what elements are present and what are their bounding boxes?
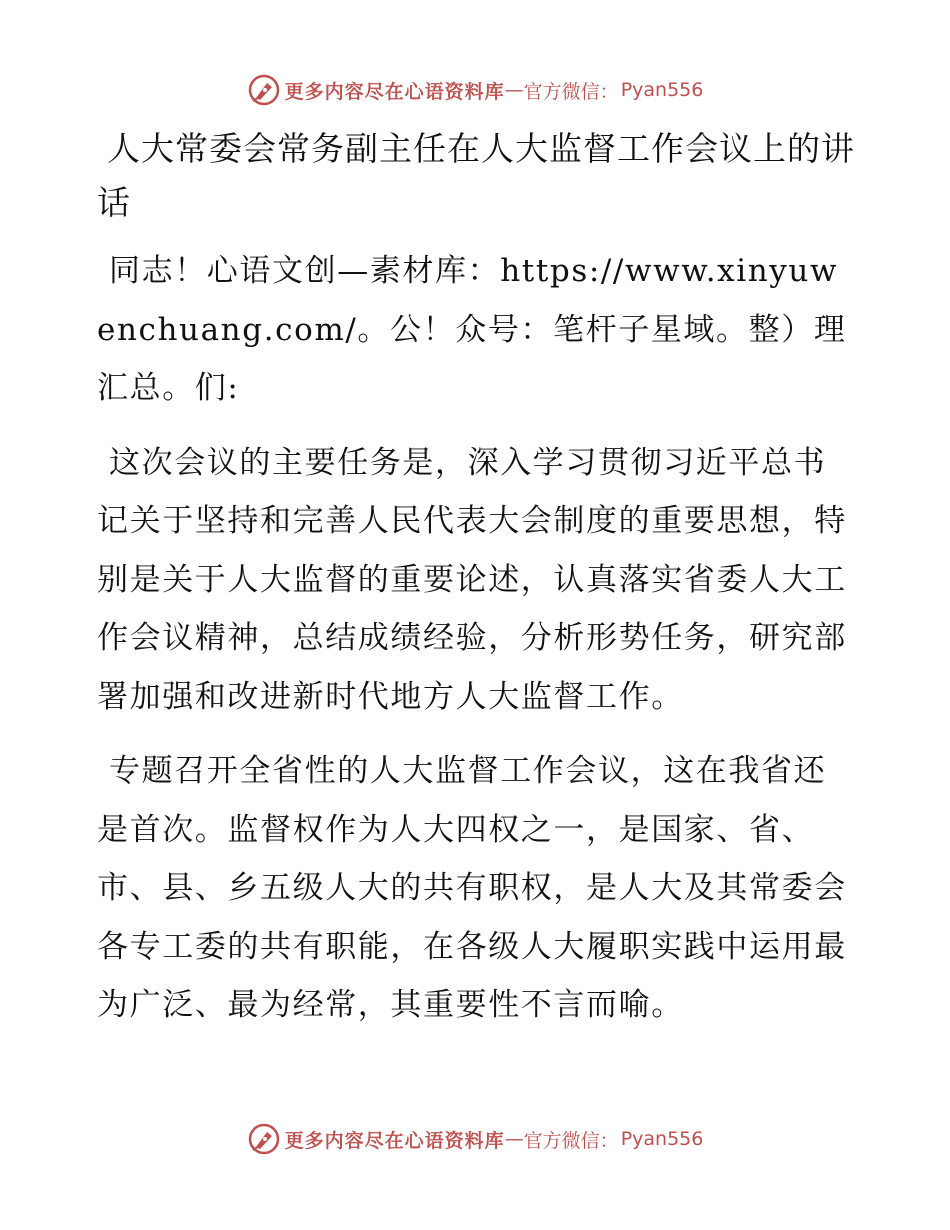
footer-wechat-id: Pyan556 (620, 1128, 704, 1150)
header-wechat-label: 官方微信： (523, 80, 619, 103)
footer-brand-text: 更多内容尽在心语资料库 (284, 1129, 505, 1152)
footer-dash: — (504, 1128, 524, 1150)
header-brand-text: 更多内容尽在心语资料库 (284, 80, 505, 103)
document-body (97, 122, 857, 1051)
header-dash: — (504, 79, 524, 101)
footer-banner (0, 1119, 950, 1159)
paragraph-meeting-task: 这次会议的主要任务是，深入学习贯彻习近平总书记关于坚持和完善人民代表大会制度的重要思想，特别是关于人大监督的重要论述，认真落实省委人大工作会议精神，总结成绩经验，分析形势任务，研究部署加强和改进新时代地方人大监督工作。 (97, 444, 847, 715)
header-wechat-id: Pyan556 (620, 79, 704, 101)
pen-nib-logo-icon (247, 73, 281, 107)
header-banner (0, 70, 950, 110)
paragraph-salutation: 同志！心语文创—素材库：https://www.xinyuwenchuang.com/。公！众号：笔杆子星域。整）理汇总。们: (97, 253, 847, 406)
pen-nib-logo-icon (247, 1122, 281, 1156)
footer-wechat-label: 官方微信： (523, 1129, 619, 1152)
paragraph-supervision-importance: 专题召开全省性的人大监督工作会议，这在我省还是首次。监督权作为人大四权之一，是国家、省、市、县、乡五级人大的共有职权，是人大及其常委会各专工委的共有职能，在各级人大履职实践中运用最为广泛、最为经常，其重要性不言而喻。 (97, 753, 847, 1023)
document-title: 人大常委会常务副主任在人大监督工作会议上的讲话 (97, 129, 855, 222)
